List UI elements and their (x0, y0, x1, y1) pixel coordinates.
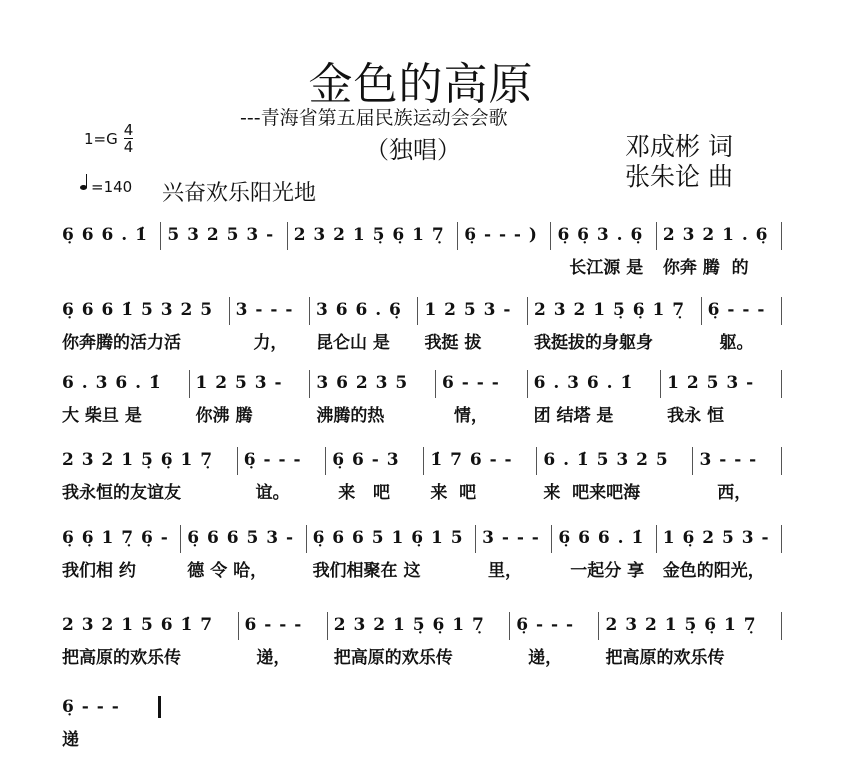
measure-notes: 6 - - - (244, 615, 303, 635)
measure-lyrics: 把高原的欢乐传 (333, 648, 453, 668)
measure (537, 447, 693, 503)
measure (418, 297, 528, 353)
measure-notes: 1 2 5 3 - (424, 300, 512, 320)
measure-notes: 2 3 2 1 5̣ 6̣ 1 7̣ (62, 450, 214, 470)
measure (551, 222, 656, 278)
measure-lyrics: 我挺 拔 (424, 333, 482, 353)
measure (181, 525, 306, 581)
measure-notes: 6̣ - - - (62, 697, 120, 717)
measure-lyrics: 你沸 腾 (195, 406, 253, 426)
quarter-note-icon (80, 185, 87, 190)
measure-notes: 6̣ 6 6 5 1 6̣ 1 5 (312, 528, 464, 548)
measure-lyrics: 躯。 (707, 333, 754, 353)
measure-lyrics: 你奔腾的活力活 (62, 333, 181, 353)
measure (436, 370, 528, 426)
measure (239, 612, 328, 668)
measure-notes: 6̣ 6 - 3 (332, 450, 400, 470)
measure-lyrics: 长江源 是 (557, 258, 644, 278)
measure (657, 525, 782, 581)
measure (458, 222, 551, 250)
measure (657, 222, 782, 278)
measure-lyrics: 一起分 享 (558, 561, 645, 581)
time-bottom: 4 (123, 138, 134, 156)
measure-lyrics: 把高原的欢乐传 (62, 648, 181, 668)
measure-notes: 1 2 5 3 - (195, 373, 283, 393)
time-signature (124, 122, 134, 155)
measure-notes: 6 . 3 6 . 1̇ (533, 373, 634, 393)
measure (62, 612, 239, 668)
measure-lyrics: 西， (699, 483, 752, 503)
measure (310, 297, 418, 353)
measure-notes: 1 6̣ 2 5 3 - (662, 528, 770, 548)
score-line (62, 370, 782, 426)
key-signature (84, 122, 133, 155)
measure (528, 370, 662, 426)
measure (62, 447, 238, 503)
time-top: 4 (123, 121, 134, 139)
measure (552, 525, 656, 581)
measure (599, 612, 782, 668)
measure-notes: 2 3 2 1 5̣ 6̣ 1 7̣ (293, 225, 445, 245)
song-subtitle: ---青海省第五届民族运动会会歌 (240, 107, 508, 129)
measure-lyrics: 德 令 哈， (187, 561, 268, 581)
measure-notes: 1 2 5 3 - (667, 373, 755, 393)
measure-notes: 3 - - - (235, 300, 294, 320)
measure-notes: 6̣ 6 6 . 1̇ (558, 528, 645, 548)
final-barline (158, 696, 161, 718)
measure (528, 297, 702, 353)
measure-lyrics: 金色的阳光， (662, 561, 765, 581)
measure-lyrics: 情， (442, 406, 488, 426)
score-line (62, 525, 782, 581)
measure-lyrics (167, 248, 280, 282)
measure-lyrics: 大 柴旦 是 (62, 406, 142, 426)
measure-notes: 2 3 2 1 5̣ 6̣ 1 7̣ (333, 615, 485, 635)
measure-notes: 6̣ 6̣ 3 . 6̣ (557, 225, 644, 245)
measure-notes: 6̣ 6̣ 1 7̣ 6̣ - (62, 528, 169, 548)
key-label: 1=G (84, 129, 118, 148)
measure-lyrics: 力， (235, 333, 288, 353)
measure-notes: 6 - - - (442, 373, 500, 393)
song-title: 金色的高原 (308, 59, 534, 110)
measure (307, 525, 477, 581)
measure-notes: 2 3 2 1 5̣ 6̣ 1 7̣ (534, 300, 686, 320)
measure-lyrics: 沸腾的热 (316, 406, 385, 426)
measure-notes: 6 . 3 6 . 1̇ (62, 373, 162, 393)
score-line (62, 297, 782, 353)
measure-notes: 6̣ - - - ) (464, 225, 538, 245)
measure (661, 370, 782, 426)
measure (693, 447, 782, 503)
measure (510, 612, 599, 668)
tempo-marking (80, 178, 132, 196)
measure-lyrics: 把高原的欢乐传 (605, 648, 725, 668)
measure (702, 297, 782, 353)
credits (625, 132, 733, 192)
measure (62, 694, 126, 750)
score-line (62, 222, 782, 278)
performance-type: （独唱） (365, 136, 461, 164)
measure (424, 447, 537, 503)
measure-lyrics: 递， (516, 648, 563, 668)
measure-notes: 6̣ - - - (707, 300, 766, 320)
measure (62, 525, 181, 581)
measure-lyrics: 递， (244, 648, 291, 668)
measure-lyrics (464, 248, 544, 282)
measure (62, 222, 161, 250)
measure-notes: 6 . 1̇ 5 3 2 5 (543, 450, 669, 470)
measure-lyrics: 我挺拔的身躯身 (534, 333, 654, 353)
measure (326, 447, 424, 503)
measure-notes: 2 3 2 1 5̣ 6̣ 1 7̣ (605, 615, 757, 635)
measure (62, 297, 230, 353)
measure-lyrics: 我永 恒 (667, 406, 725, 426)
tempo-value: =140 (91, 178, 133, 196)
measure-lyrics: 我们相聚在 这 (312, 561, 421, 581)
measure-lyrics: 团 结塔 是 (533, 406, 614, 426)
measure (476, 525, 552, 581)
measure (190, 370, 311, 426)
measure-notes: 3 - - - (699, 450, 758, 470)
measure-notes: 3 6 6 . 6̣ (315, 300, 402, 320)
measure-notes: 5 3 2 5 3 - (167, 225, 275, 245)
composer: 张朱论 曲 (625, 162, 733, 191)
expression-marking: 兴奋欢乐阳光地 (162, 181, 317, 206)
measure (288, 222, 459, 250)
measure-notes: 2 3 2 1 . 6̣ (662, 225, 769, 245)
measure-notes: 6̣ - - - (243, 450, 302, 470)
score-line (62, 447, 782, 503)
measure-notes: 6̣ 6 6 . 1̇ (62, 225, 148, 245)
measure (230, 297, 310, 353)
score-line (62, 612, 782, 668)
measure (238, 447, 327, 503)
measure-lyrics: 你奔 腾 的 (662, 258, 749, 278)
measure (310, 370, 436, 426)
lyricist: 邓成彬 词 (625, 132, 733, 161)
measure-lyrics: 递 (62, 730, 79, 750)
measure (161, 222, 287, 250)
measure-lyrics: 我永恒的友谊友 (62, 483, 181, 503)
measure-lyrics (62, 248, 154, 282)
measure (62, 370, 190, 426)
measure-notes: 3 - - - (482, 528, 540, 548)
measure-lyrics (294, 248, 452, 282)
measure-notes: 1̇ 7 6 - - (430, 450, 513, 470)
measure-lyrics: 来 吧 (332, 483, 390, 503)
measure-lyrics: 我们相 约 (62, 561, 136, 581)
measure-notes: 6̣ 6 6 1̇ 5 3 2 5 (62, 300, 214, 320)
measure-notes: 2 3 2 1 5 6 1̇ 7 (62, 615, 214, 635)
measure-lyrics: 来 吧 (430, 483, 477, 503)
measure-notes: 3 6 2 3 5 (316, 373, 409, 393)
measure-lyrics: 里， (482, 561, 523, 581)
measure-lyrics: 来 吧来吧海 (543, 483, 641, 503)
measure-lyrics: 昆仑山 是 (315, 333, 390, 353)
measure-lyrics: 谊。 (243, 483, 290, 503)
measure-notes: 6̣ - - - (516, 615, 575, 635)
measure-notes: 6̣ 6 6 5 3 - (187, 528, 295, 548)
score-line (62, 694, 126, 750)
measure (328, 612, 511, 668)
